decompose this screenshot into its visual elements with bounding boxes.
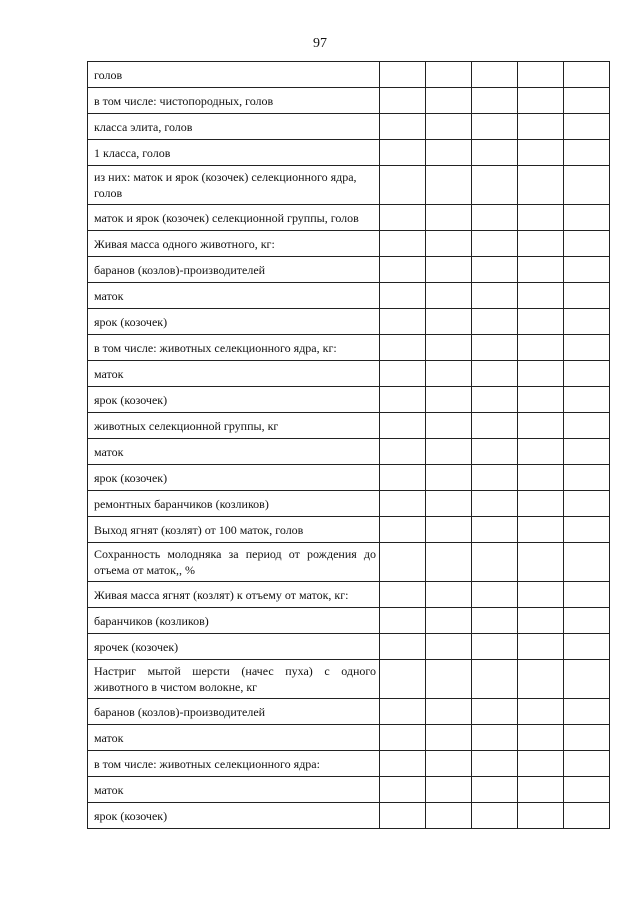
value-cell[interactable] [426,608,472,634]
value-cell[interactable] [564,725,610,751]
value-cell[interactable] [472,257,518,283]
value-cell[interactable] [426,491,472,517]
value-cell[interactable] [564,582,610,608]
value-cell[interactable] [426,803,472,829]
value-cell[interactable] [380,257,426,283]
value-cell[interactable] [380,699,426,725]
value-cell[interactable] [564,361,610,387]
value-cell[interactable] [380,660,426,699]
value-cell[interactable] [426,205,472,231]
value-cell[interactable] [564,751,610,777]
value-cell[interactable] [380,140,426,166]
value-cell[interactable] [564,491,610,517]
value-cell[interactable] [426,231,472,257]
table-row [88,491,610,517]
value-cell[interactable] [380,543,426,582]
value-cell[interactable] [426,634,472,660]
value-cell[interactable] [426,465,472,491]
value-cell[interactable] [518,88,564,114]
value-cell[interactable] [564,517,610,543]
row-label: Живая масса одного животного, кг: [88,231,380,257]
row-label: баранов (козлов)-производителей [88,257,380,283]
value-cell[interactable] [472,491,518,517]
value-cell[interactable] [426,660,472,699]
value-cell[interactable] [518,361,564,387]
value-cell[interactable] [564,543,610,582]
value-cell[interactable] [518,283,564,309]
value-cell[interactable] [426,166,472,205]
value-cell[interactable] [380,335,426,361]
value-cell[interactable] [564,205,610,231]
table-row [88,257,610,283]
row-label: маток [88,777,380,803]
value-cell[interactable] [518,803,564,829]
value-cell[interactable] [564,231,610,257]
value-cell[interactable] [380,725,426,751]
value-cell[interactable] [472,231,518,257]
value-cell[interactable] [426,335,472,361]
value-cell[interactable] [472,517,518,543]
value-cell[interactable] [518,335,564,361]
row-label: баранов (козлов)-производителей [88,699,380,725]
table-row [88,361,610,387]
row-label: Живая масса ягнят (козлят) к отъему от маток, кг: [88,582,380,608]
value-cell[interactable] [518,699,564,725]
value-cell[interactable] [472,309,518,335]
table-row [88,88,610,114]
value-cell[interactable] [518,257,564,283]
row-label: животных селекционной группы, кг [88,413,380,439]
value-cell[interactable] [518,309,564,335]
value-cell[interactable] [426,413,472,439]
value-cell[interactable] [426,62,472,88]
value-cell[interactable] [380,777,426,803]
table-row [88,465,610,491]
value-cell[interactable] [426,439,472,465]
row-label: маток [88,361,380,387]
value-cell[interactable] [380,361,426,387]
value-cell[interactable] [518,231,564,257]
value-cell[interactable] [380,62,426,88]
value-cell[interactable] [426,582,472,608]
value-cell[interactable] [518,114,564,140]
value-cell[interactable] [518,751,564,777]
value-cell[interactable] [518,439,564,465]
row-label: ярок (козочек) [88,387,380,413]
value-cell[interactable] [518,660,564,699]
row-label: ремонтных баранчиков (козликов) [88,491,380,517]
value-cell[interactable] [426,309,472,335]
table-row [88,62,610,88]
value-cell[interactable] [518,634,564,660]
row-label: маток [88,439,380,465]
value-cell[interactable] [518,62,564,88]
value-cell[interactable] [380,803,426,829]
value-cell[interactable] [564,413,610,439]
value-cell[interactable] [426,699,472,725]
table-row [88,634,610,660]
table-row [88,387,610,413]
row-label: маток и ярок (козочек) селекционной группы, голов [88,205,380,231]
value-cell[interactable] [472,465,518,491]
row-label: в том числе: животных селекционного ядра: [88,751,380,777]
table-row [88,803,610,829]
value-cell[interactable] [380,517,426,543]
table-row [88,309,610,335]
value-cell[interactable] [426,361,472,387]
value-cell[interactable] [472,413,518,439]
table-row [88,413,610,439]
row-label: ярочек (козочек) [88,634,380,660]
value-cell[interactable] [472,114,518,140]
row-label: Сохранность молодняка за период от рождения до отъема от маток,, % [88,543,380,582]
value-cell[interactable] [518,166,564,205]
row-label: 1 класса, голов [88,140,380,166]
value-cell[interactable] [380,751,426,777]
value-cell[interactable] [426,257,472,283]
value-cell[interactable] [426,777,472,803]
value-cell[interactable] [564,283,610,309]
table-row [88,608,610,634]
value-cell[interactable] [518,517,564,543]
value-cell[interactable] [380,582,426,608]
value-cell[interactable] [380,413,426,439]
value-cell[interactable] [518,725,564,751]
table-row [88,777,610,803]
row-label: ярок (козочек) [88,465,380,491]
value-cell[interactable] [380,309,426,335]
value-cell[interactable] [564,309,610,335]
row-label: маток [88,725,380,751]
value-cell[interactable] [426,517,472,543]
value-cell[interactable] [518,777,564,803]
row-label: маток [88,283,380,309]
table-row [88,114,610,140]
value-cell[interactable] [472,699,518,725]
row-label: баранчиков (козликов) [88,608,380,634]
value-cell[interactable] [518,140,564,166]
value-cell[interactable] [564,387,610,413]
table-row [88,439,610,465]
value-cell[interactable] [426,88,472,114]
value-cell[interactable] [472,361,518,387]
value-cell[interactable] [380,608,426,634]
value-cell[interactable] [426,543,472,582]
value-cell[interactable] [472,335,518,361]
value-cell[interactable] [426,283,472,309]
value-cell[interactable] [380,491,426,517]
value-cell[interactable] [380,387,426,413]
value-cell[interactable] [564,62,610,88]
value-cell[interactable] [518,582,564,608]
row-label: в том числе: животных селекционного ядра, кг: [88,335,380,361]
value-cell[interactable] [518,608,564,634]
value-cell[interactable] [564,803,610,829]
value-cell[interactable] [472,634,518,660]
value-cell[interactable] [380,231,426,257]
value-cell[interactable] [472,387,518,413]
value-cell[interactable] [380,634,426,660]
value-cell[interactable] [380,114,426,140]
value-cell[interactable] [518,205,564,231]
value-cell[interactable] [564,777,610,803]
row-label: Настриг мытой шерсти (начес пуха) с одного животного в чистом волокне, кг [88,660,380,699]
value-cell[interactable] [564,140,610,166]
value-cell[interactable] [380,205,426,231]
value-cell[interactable] [564,608,610,634]
value-cell[interactable] [472,166,518,205]
value-cell[interactable] [472,725,518,751]
table-row [88,725,610,751]
value-cell[interactable] [564,439,610,465]
row-label: ярок (козочек) [88,309,380,335]
value-cell[interactable] [472,608,518,634]
value-cell[interactable] [564,660,610,699]
value-cell[interactable] [472,205,518,231]
value-cell[interactable] [426,114,472,140]
value-cell[interactable] [380,283,426,309]
value-cell[interactable] [426,725,472,751]
value-cell[interactable] [564,335,610,361]
value-cell[interactable] [472,543,518,582]
row-label: голов [88,62,380,88]
value-cell[interactable] [472,660,518,699]
value-cell[interactable] [472,88,518,114]
value-cell[interactable] [518,543,564,582]
table-row [88,231,610,257]
value-cell[interactable] [380,166,426,205]
value-cell[interactable] [518,465,564,491]
value-cell[interactable] [472,582,518,608]
table-row [88,205,610,231]
table-row [88,699,610,725]
value-cell[interactable] [564,699,610,725]
table-row [88,166,610,205]
value-cell[interactable] [472,140,518,166]
value-cell[interactable] [564,257,610,283]
value-cell[interactable] [472,62,518,88]
page-number: 97 [313,36,327,51]
value-cell[interactable] [426,140,472,166]
row-label: ярок (козочек) [88,803,380,829]
table-row [88,582,610,608]
value-cell[interactable] [564,465,610,491]
table-row [88,751,610,777]
row-label: из них: маток и ярок (козочек) селекционного ядра, голов [88,166,380,205]
row-label: в том числе: чистопородных, голов [88,88,380,114]
value-cell[interactable] [564,88,610,114]
value-cell[interactable] [426,387,472,413]
value-cell[interactable] [472,803,518,829]
row-label: класса элита, голов [88,114,380,140]
value-cell[interactable] [564,114,610,140]
value-cell[interactable] [564,634,610,660]
livestock-indicators-table [87,61,610,829]
value-cell[interactable] [518,491,564,517]
value-cell[interactable] [380,439,426,465]
value-cell[interactable] [564,166,610,205]
value-cell[interactable] [380,465,426,491]
table-row [88,660,610,699]
table-row [88,140,610,166]
value-cell[interactable] [472,751,518,777]
table-row [88,335,610,361]
table-row [88,517,610,543]
value-cell[interactable] [472,439,518,465]
table-row [88,283,610,309]
value-cell[interactable] [380,88,426,114]
value-cell[interactable] [518,387,564,413]
value-cell[interactable] [518,413,564,439]
value-cell[interactable] [426,751,472,777]
row-label: Выход ягнят (козлят) от 100 маток, голов [88,517,380,543]
table-row [88,543,610,582]
value-cell[interactable] [472,777,518,803]
value-cell[interactable] [472,283,518,309]
